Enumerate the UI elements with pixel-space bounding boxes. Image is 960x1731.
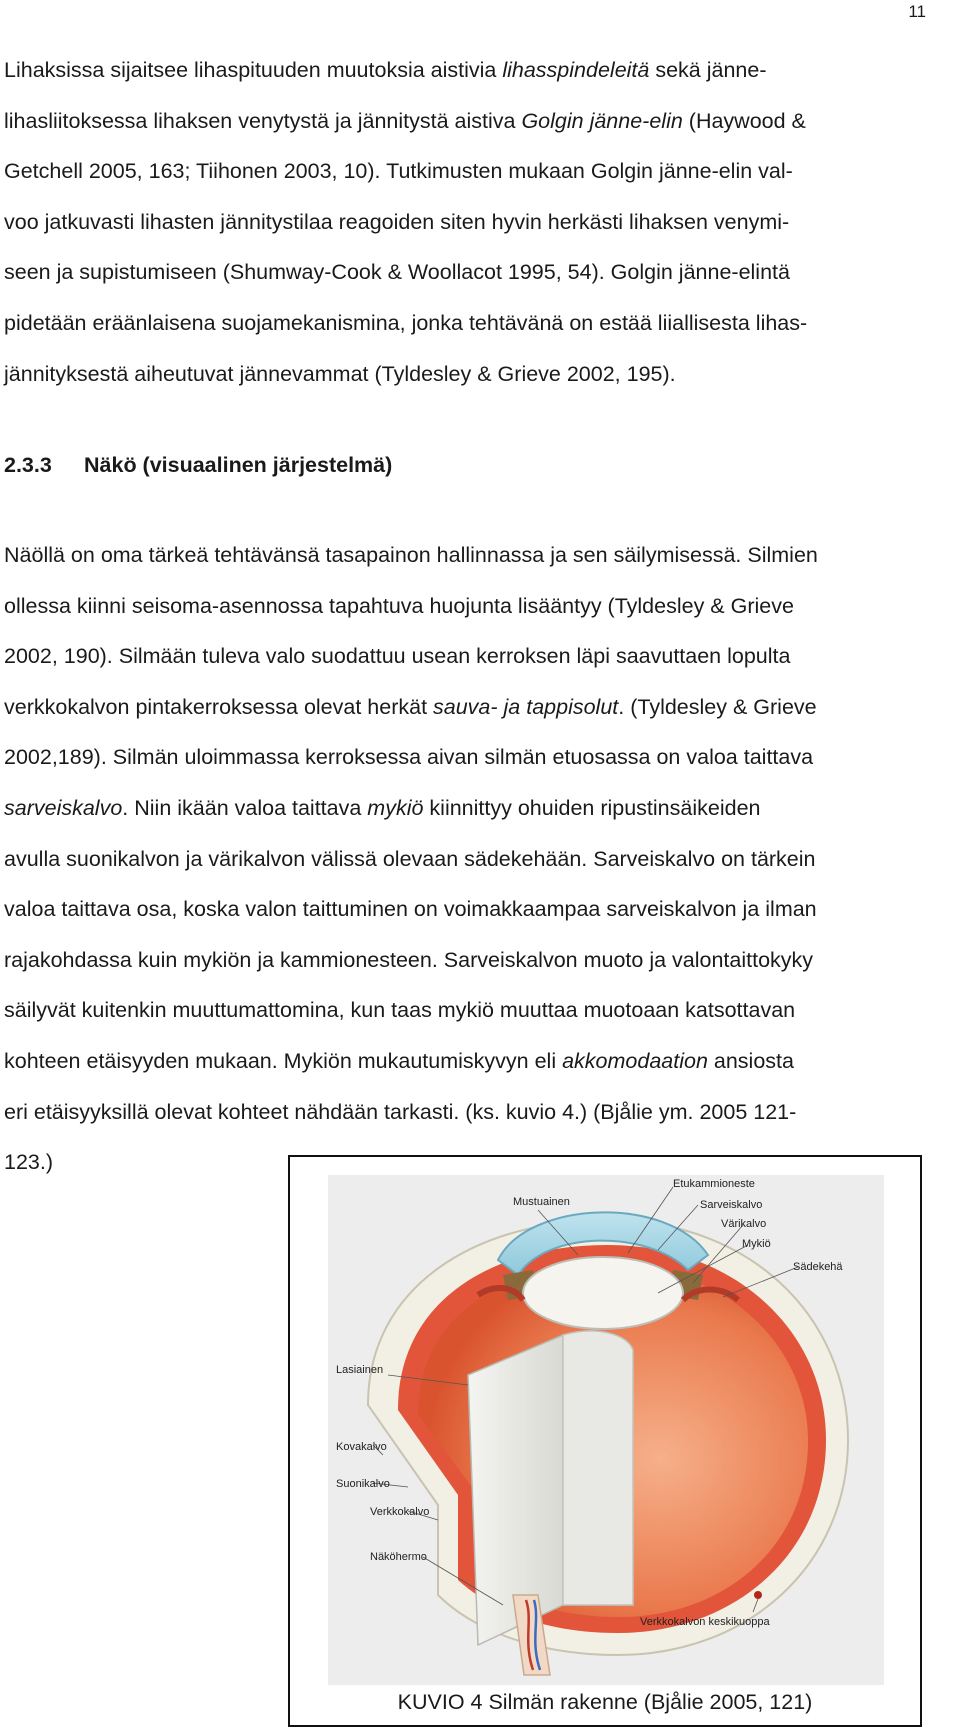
text-line <box>4 146 934 197</box>
label-etukammioneste: Etukammioneste <box>673 1178 755 1190</box>
text-segment: rajakohdassa kuin mykiön ja kammionesteen. Sarveiskalvon muoto ja valontaittokyky <box>4 947 814 972</box>
text-line <box>4 197 934 248</box>
figure-caption: KUVIO 4 Silmän rakenne (Bjålie 2005, 121) <box>397 1690 813 1714</box>
text-segment: (Haywood & <box>682 108 806 133</box>
page-number: 11 <box>908 2 926 21</box>
label-sadekeha: Sädekehä <box>793 1261 843 1273</box>
label-keskikuoppa: Verkkokalvon keskikuoppa <box>640 1616 770 1628</box>
text-segment: Lihaksissa sijaitsee lihaspituuden muutoksia aistivia <box>4 58 503 82</box>
paragraph-golgi <box>4 45 934 399</box>
section-heading <box>4 440 392 490</box>
text-segment: eri etäisyyksillä olevat kohteet nähdään tarkasti. (ks. kuvio 4.) (Bjålie ym. 2005 121- <box>4 1099 797 1124</box>
text-segment: pidetään eräänlaisena suojamekanismina, jonka tehtävänä on estää liiallisesta lihas- <box>4 310 808 335</box>
label-varikalvo: Värikalvo <box>721 1218 767 1230</box>
text-line <box>4 732 934 783</box>
text-segment: lihasliitoksessa lihaksen venytystä ja jännitystä aistiva <box>4 108 522 133</box>
text-line <box>4 530 934 581</box>
italic-term: mykiö <box>367 795 424 820</box>
text-line <box>4 935 934 986</box>
text-segment: valoa taittava osa, koska valon taittuminen on voimakkaampaa sarveiskalvon ja ilman <box>4 897 817 922</box>
italic-term: lihasspindeleitä <box>502 58 650 82</box>
eye-figure <box>288 1155 922 1727</box>
text-line <box>4 247 934 298</box>
text-segment: verkkokalvon pintakerroksessa olevat herkät <box>4 694 434 719</box>
text-segment: ollessa kiinni seisoma-asennossa tapahtuva huojunta lisääntyy (Tyldesley & Grieve <box>4 593 794 618</box>
italic-term: sarveiskalvo <box>4 795 123 820</box>
text-segment: 2002, 190). Silmään tuleva valo suodattuu usean kerroksen läpi saavuttaen lopulta <box>4 644 791 669</box>
text-segment: Getchell 2005, 163; Tiihonen 2003, 10). Tutkimusten mukaan Golgin jänne-elin val- <box>4 159 793 184</box>
text-segment: jännityksestä aiheutuvat jännevammat (Tyldesley & Grieve 2002, 195). <box>4 361 676 386</box>
text-line <box>4 96 934 147</box>
text-segment: säilyvät kuitenkin muuttumattomina, kun taas mykiö muuttaa muotoaan katsottavan <box>4 998 796 1023</box>
italic-term: Golgin jänne-elin <box>521 108 683 133</box>
text-line <box>4 45 934 96</box>
label-mykio: Mykiö <box>742 1238 771 1250</box>
text-segment: ansiosta <box>707 1048 794 1073</box>
text-segment: avulla suonikalvon ja värikalvon välissä olevaan sädekehään. Sarveiskalvo on tärkein <box>4 846 816 871</box>
text-line <box>4 1087 934 1138</box>
text-segment: sekä jänne- <box>649 58 767 82</box>
text-segment: Näöllä on oma tärkeä tehtävänsä tasapainon hallinnassa ja sen säilymisessä. Silmien <box>4 543 818 567</box>
section-number: 2.3.3 <box>4 453 52 477</box>
text-line <box>4 1036 934 1087</box>
paragraph-vision <box>4 530 934 1188</box>
label-lasiainen: Lasiainen <box>336 1364 384 1376</box>
text-line <box>4 631 934 682</box>
text-line <box>4 985 934 1036</box>
label-verkkokalvo: Verkkokalvo <box>370 1506 430 1518</box>
text-line <box>4 682 934 733</box>
text-line <box>4 349 934 400</box>
text-segment: 2002,189). Silmän uloimmassa kerroksessa aivan silmän etuosassa on valoa taittava <box>4 745 814 770</box>
text-segment: . (Tyldesley & Grieve <box>618 694 817 719</box>
text-line <box>4 581 934 632</box>
text-segment: voo jatkuvasti lihasten jännitystilaa reagoiden siten hyvin herkästi lihaksen venymi- <box>4 209 790 234</box>
section-title: Näkö (visuaalinen järjestelmä) <box>84 453 393 477</box>
text-line <box>4 884 934 935</box>
label-kovakalvo: Kovakalvo <box>336 1441 387 1453</box>
label-suonikalvo: Suonikalvo <box>336 1478 390 1490</box>
text-line <box>4 783 934 834</box>
text-line <box>4 298 934 349</box>
italic-term: sauva- ja tappisolut <box>433 694 619 719</box>
text-segment: . Niin ikään valoa taittava <box>122 795 368 820</box>
text-segment: kohteen etäisyyden mukaan. Mykiön mukautumiskyvyn eli <box>4 1048 563 1073</box>
text-segment: 123.) <box>4 1150 54 1175</box>
eye-anatomy-illustration <box>328 1175 884 1685</box>
label-nakohermo: Näköhermo <box>370 1551 427 1563</box>
text-segment: seen ja supistumiseen (Shumway-Cook & Woollacot 1995, 54). Golgin jänne-elintä <box>4 260 790 285</box>
italic-term: akkomodaation <box>562 1048 708 1073</box>
label-mustuainen: Mustuainen <box>513 1196 570 1208</box>
text-segment: kiinnittyy ohuiden ripustinsäikeiden <box>423 795 761 820</box>
text-line <box>4 834 934 885</box>
label-sarveiskalvo: Sarveiskalvo <box>700 1199 763 1211</box>
